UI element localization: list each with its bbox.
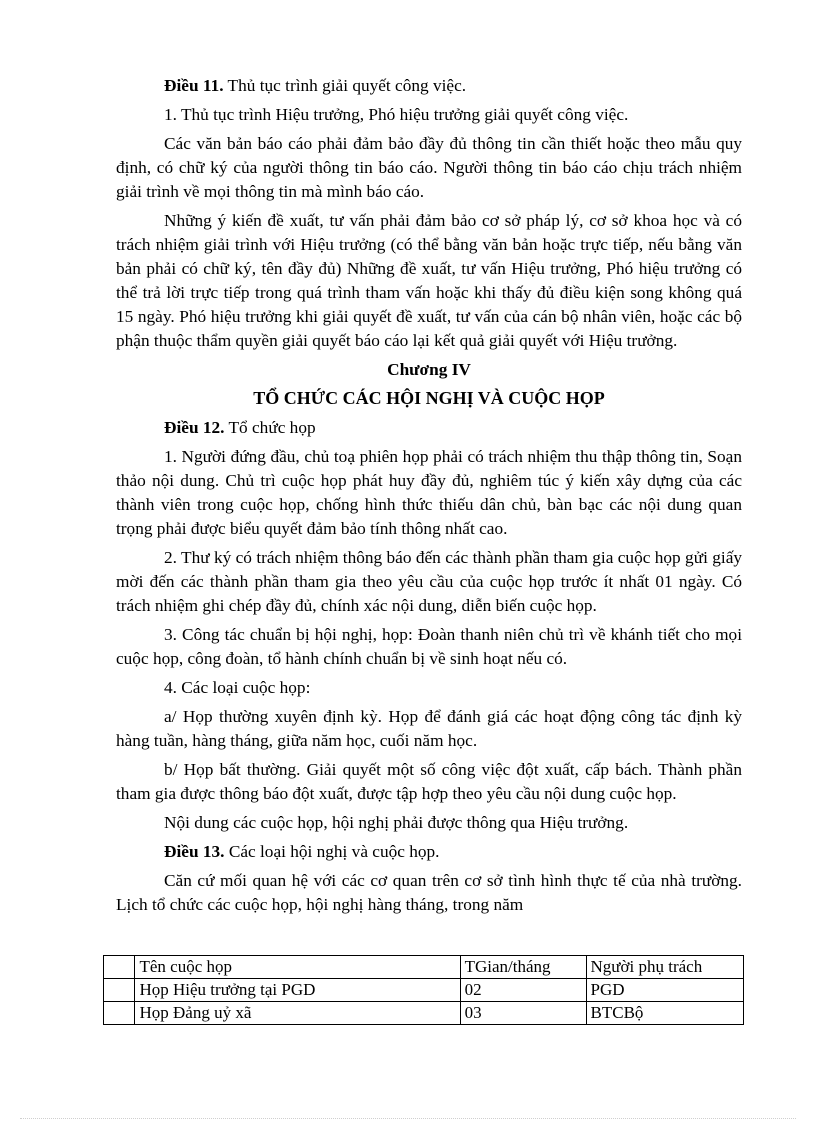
article-12-label: Điều 12.: [164, 418, 225, 437]
table-cell: Họp Hiệu trưởng tại PGD: [135, 979, 460, 1002]
document-body: [116, 74, 742, 921]
article-12-title: Tổ chức họp: [228, 418, 316, 437]
table-cell: BTCBộ: [586, 1002, 743, 1025]
table-cell: [104, 1002, 135, 1025]
table-cell: 03: [460, 1002, 586, 1025]
chapter-number: Chương IV: [387, 360, 471, 379]
article-12-paragraph-4: 4. Các loại cuộc họp:: [164, 678, 311, 697]
article-13-title: Các loại hội nghị và cuộc họp.: [228, 842, 440, 861]
table-row: [104, 979, 744, 1002]
article-11-title: Thủ tục trình giải quyết công việc.: [227, 76, 467, 95]
article-11-paragraph-2: Các văn bản báo cáo phải đảm bảo đầy đủ thông tin cần thiết hoặc theo mẫu quy định, có chữ ký của người thông tin báo cáo. Người thông tin báo cáo chịu trách nhiệm giải trình về mọi thông tin mà mình báo cáo.: [116, 134, 742, 201]
article-12-heading: [116, 416, 742, 440]
article-11-paragraph-3: Những ý kiến đề xuất, tư vấn phải đảm bảo cơ sở pháp lý, cơ sở khoa học và có trách nhiệm giải trình với Hiệu trưởng (có thể bằng văn bản hoặc trực tiếp, nếu bằng văn bản phải có chữ ký, tên đầy đủ) Những đề xuất, tư vấn Hiệu trưởng, Phó hiệu trưởng có thể trả lời trực tiếp trong quá trình tham vấn hoặc khi thấy đủ điều kiện song không quá 15 ngày. Phó hiệu trưởng khi giải quyết đề xuất, tư vấn của cán bộ nhân viên, hoặc các bộ phận thuộc thẩm quyền giải quyết báo cáo lại kết quả giải quyết với Hiệu trưởng.: [116, 211, 742, 350]
article-12-paragraph-2: 2. Thư ký có trách nhiệm thông báo đến các thành phần tham gia cuộc họp gửi giấy mời đến các thành phần tham gia theo yêu cầu của cuộc họp trước ít nhất 01 ngày. Có trách nhiệm ghi chép đầy đủ, chính xác nội dung, diễn biến cuộc họp.: [116, 548, 742, 615]
table-cell: Họp Đảng uỷ xã: [135, 1002, 460, 1025]
meeting-schedule-table: [103, 955, 744, 1025]
article-12-paragraph-7: Nội dung các cuộc họp, hội nghị phải được thông qua Hiệu trưởng.: [164, 813, 629, 832]
table-header-cell: Tên cuộc họp: [135, 956, 460, 979]
article-11-label: Điều 11.: [164, 76, 224, 95]
table-cell: [104, 979, 135, 1002]
table-header-cell: Người phụ trách: [586, 956, 743, 979]
article-12-paragraph-1: 1. Người đứng đầu, chủ toạ phiên họp phải có trách nhiệm thu thập thông tin, Soạn thảo nội dung. Chủ trì cuộc họp phát huy đầy đủ, nghiêm túc ý kiến xây dựng của các thành viên trong cuộc họp, chống hình thức thiếu dân chủ, bàn bạc các nội dung quan trọng phải được biểu quyết đảm bảo tính thông nhất cao.: [116, 447, 742, 538]
article-11-heading: [116, 74, 742, 98]
table-cell: 02: [460, 979, 586, 1002]
article-11-paragraph-1: 1. Thủ tục trình Hiệu trưởng, Phó hiệu trưởng giải quyết công việc.: [164, 105, 629, 124]
article-13-heading: [116, 840, 742, 864]
chapter-title: TỔ CHỨC CÁC HỘI NGHỊ VÀ CUỘC HỌP: [253, 388, 605, 408]
table-header-cell: [104, 956, 135, 979]
table-header-cell: TGian/tháng: [460, 956, 586, 979]
article-13-paragraph-1: Căn cứ mối quan hệ với các cơ quan trên cơ sở tình hình thực tế của nhà trường. Lịch tổ chức các cuộc họp, hội nghị hàng tháng, trong năm: [116, 871, 742, 914]
article-12-paragraph-6: b/ Họp bất thường. Giải quyết một số công việc đột xuất, cấp bách. Thành phần tham gia được thông báo đột xuất, được tập hợp theo yêu cầu nội dung cuộc họp.: [116, 760, 742, 803]
table-row: [104, 1002, 744, 1025]
page-bottom-divider: [20, 1118, 796, 1119]
table-header-row: [104, 956, 744, 979]
article-12-paragraph-5: a/ Họp thường xuyên định kỳ. Họp để đánh giá các hoạt động công tác định kỳ hàng tuần, hàng tháng, giữa năm học, cuối năm học.: [116, 707, 742, 750]
article-12-paragraph-3: 3. Công tác chuẩn bị hội nghị, họp: Đoàn thanh niên chủ trì về khánh tiết cho mọi cuộc họp, công đoàn, tổ hành chính chuẩn bị về sinh hoạt nếu có.: [116, 625, 742, 668]
table-cell: PGD: [586, 979, 743, 1002]
article-13-label: Điều 13.: [164, 842, 225, 861]
